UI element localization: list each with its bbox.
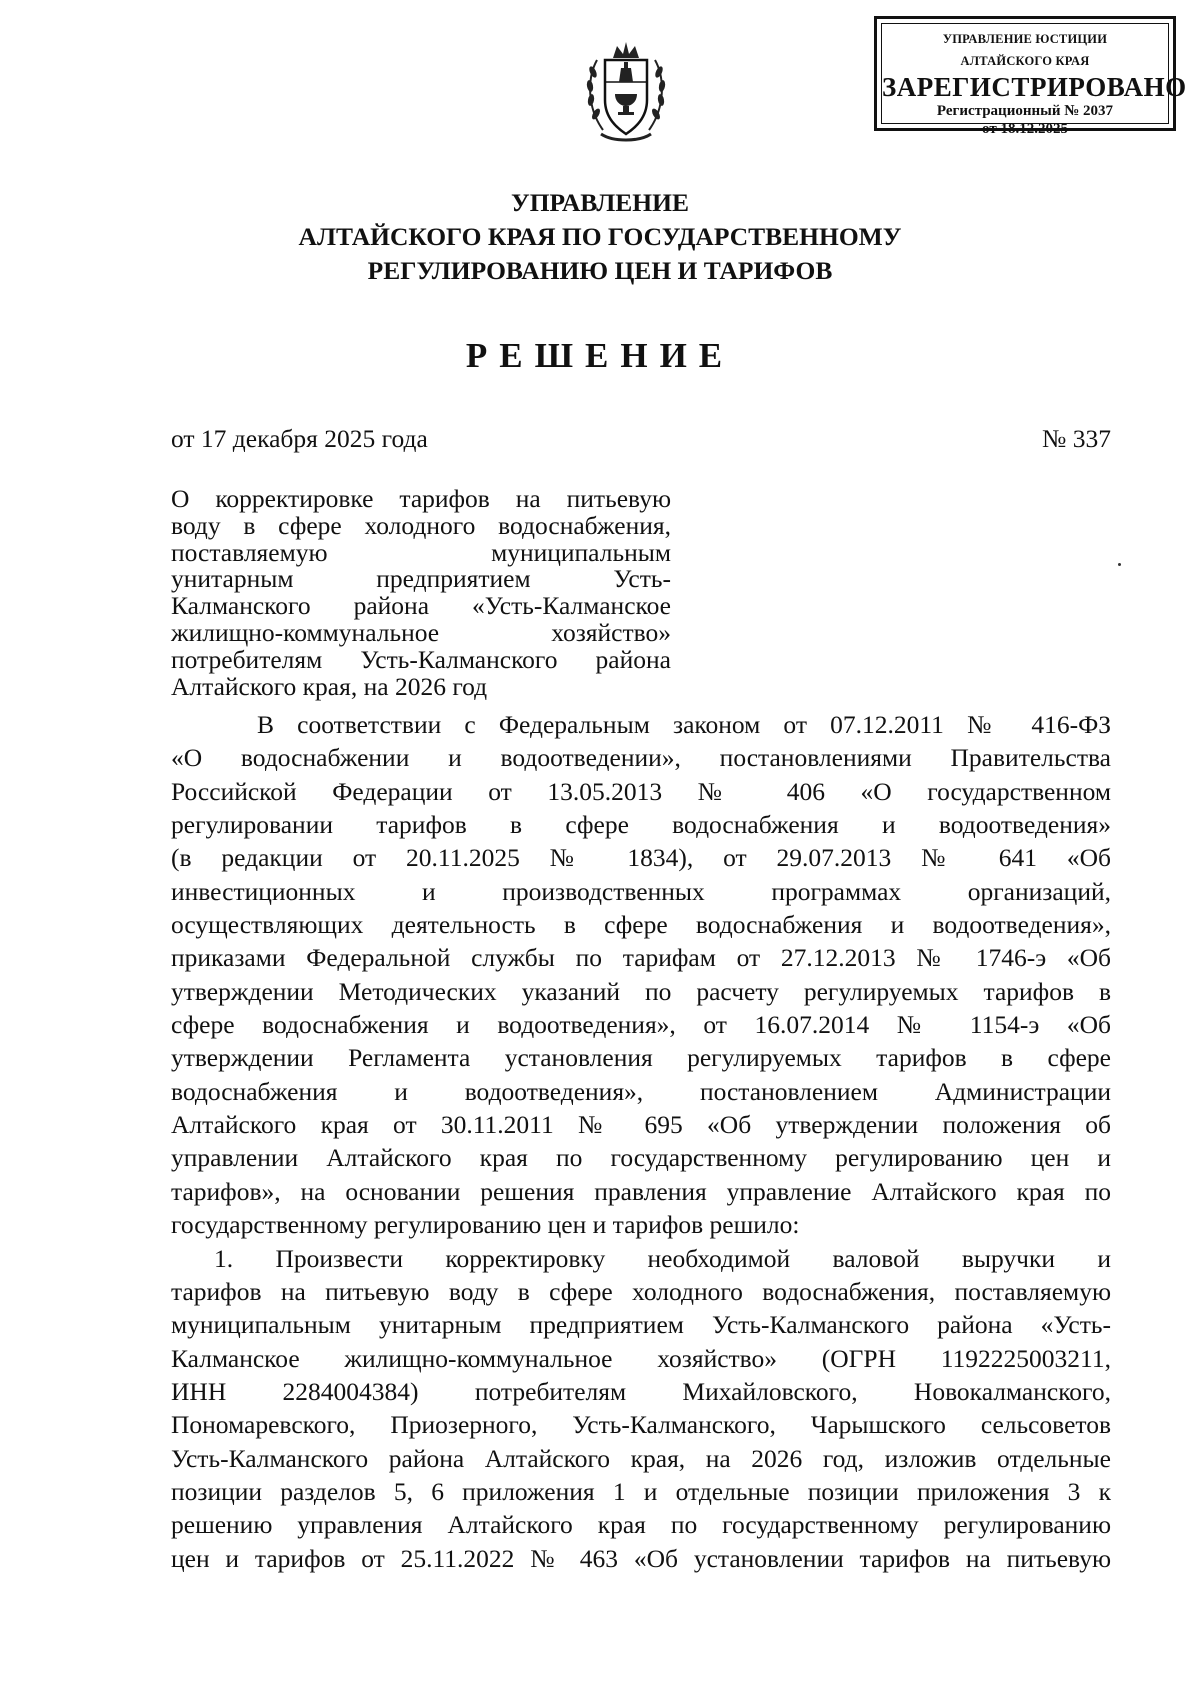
agency-heading: [200, 186, 1000, 288]
body-line: решению управления Алтайского края по государственному регулированию: [171, 1510, 1111, 1540]
subject-line: потребителям Усть-Калманского района: [171, 644, 671, 674]
body-line: цен и тарифов от 25.11.2022 № 463 «Об установлении тарифов на питьевую: [171, 1543, 1111, 1573]
agency-line3: РЕГУЛИРОВАНИЮ ЦЕН И ТАРИФОВ: [367, 256, 833, 285]
document-type-title: РЕШЕНИЕ: [465, 336, 735, 375]
document-subject: [171, 486, 671, 700]
scan-speck: [1118, 563, 1121, 566]
body-line: тарифов», на основании решения правления управление Алтайского края по: [171, 1176, 1111, 1206]
body-line: осуществляющих деятельность в сфере водоснабжения и водоотведения»,: [171, 910, 1111, 940]
body-line: утверждении Методических указаний по расчету регулируемых тарифов в: [171, 976, 1111, 1006]
body-line: Пономаревского, Приозерного, Усть-Калманского, Чарышского сельсоветов: [171, 1410, 1111, 1440]
subject-line: унитарным предприятием Усть-: [171, 564, 671, 594]
body-line: «О водоснабжении и водоотведении», постановлениями Правительства: [171, 743, 1111, 773]
body-line: Алтайского края от 30.11.2011 № 695 «Об утверждении положения об: [171, 1110, 1111, 1140]
body-line: утверждении Регламента установления регулируемых тарифов в сфере: [171, 1043, 1111, 1073]
body-line: (в редакции от 20.11.2025 № 1834), от 29.07.2013 № 641 «Об: [171, 843, 1111, 873]
subject-line: Калманского района «Усть-Калманское: [171, 591, 671, 621]
body-line: 1. Произвести корректировку необходимой валовой выручки и: [214, 1243, 1111, 1273]
body-line: позиции разделов 5, 6 приложения 1 и отдельные позиции приложения 3 к: [171, 1476, 1111, 1506]
document-body: [171, 708, 1111, 1575]
document-number: № 337: [1042, 424, 1111, 453]
stamp-org-line1: УПРАВЛЕНИЕ ЮСТИЦИИ: [942, 32, 1108, 46]
body-line: управлении Алтайского края по государственному регулированию цен и: [171, 1143, 1111, 1173]
coat-of-arms-icon: [583, 38, 669, 148]
body-line: Калманское жилищно-коммунальное хозяйство» (ОГРН 1192225003211,: [171, 1343, 1111, 1373]
agency-line2: АЛТАЙСКОГО КРАЯ ПО ГОСУДАРСТВЕННОМУ: [298, 222, 902, 251]
body-line: Российской Федерации от 13.05.2013 № 406 «О государственном: [171, 776, 1111, 806]
subject-line: поставляемую муниципальным: [171, 537, 671, 567]
body-line: Усть-Калманского района Алтайского края, на 2026 год, изложив отдельные: [171, 1443, 1111, 1473]
stamp-org-line2: АЛТАЙСКОГО КРАЯ: [960, 54, 1090, 68]
body-line: регулировании тарифов в сфере водоснабжения и водоотведения»: [171, 810, 1111, 840]
body-line: инвестиционных и производственных программах организаций,: [171, 876, 1111, 906]
subject-line: жилищно-коммунальное хозяйство»: [171, 617, 671, 647]
stamp-reg-number: Регистрационный № 2037: [936, 103, 1114, 119]
document-date: от 17 декабря 2025 года: [171, 424, 428, 453]
registration-stamp: [874, 16, 1187, 137]
body-line: сфере водоснабжения и водоотведения», от 16.07.2014 № 1154-э «Об: [171, 1010, 1111, 1040]
body-line: водоснабжения и водоотведения», постановлением Администрации: [171, 1076, 1111, 1106]
subject-line: О корректировке тарифов на питьевую: [171, 484, 671, 513]
agency-line1: УПРАВЛЕНИЕ: [510, 188, 689, 217]
body-line: В соответствии с Федеральным законом от 07.12.2011 № 416-ФЗ: [257, 710, 1111, 739]
body-line: приказами Федеральной службы по тарифам от 27.12.2013 № 1746-э «Об: [171, 943, 1111, 973]
body-line: ИНН 2284004384) потребителям Михайловского, Новокалманского,: [171, 1376, 1111, 1406]
stamp-reg-date: от 18.12.2025: [982, 121, 1068, 137]
stamp-status: ЗАРЕГИСТРИРОВАНО: [882, 72, 1187, 102]
subject-line: Алтайского края, на 2026 год: [171, 671, 488, 701]
body-line: тарифов на питьевую воду в сфере холодного водоснабжения, поставляемую: [171, 1276, 1111, 1306]
subject-line: воду в сфере холодного водоснабжения,: [171, 510, 671, 540]
body-line: государственному регулированию цен и тарифов решило:: [171, 1210, 800, 1240]
body-line: муниципальным унитарным предприятием Усть-Калманского района «Усть-: [171, 1310, 1111, 1340]
